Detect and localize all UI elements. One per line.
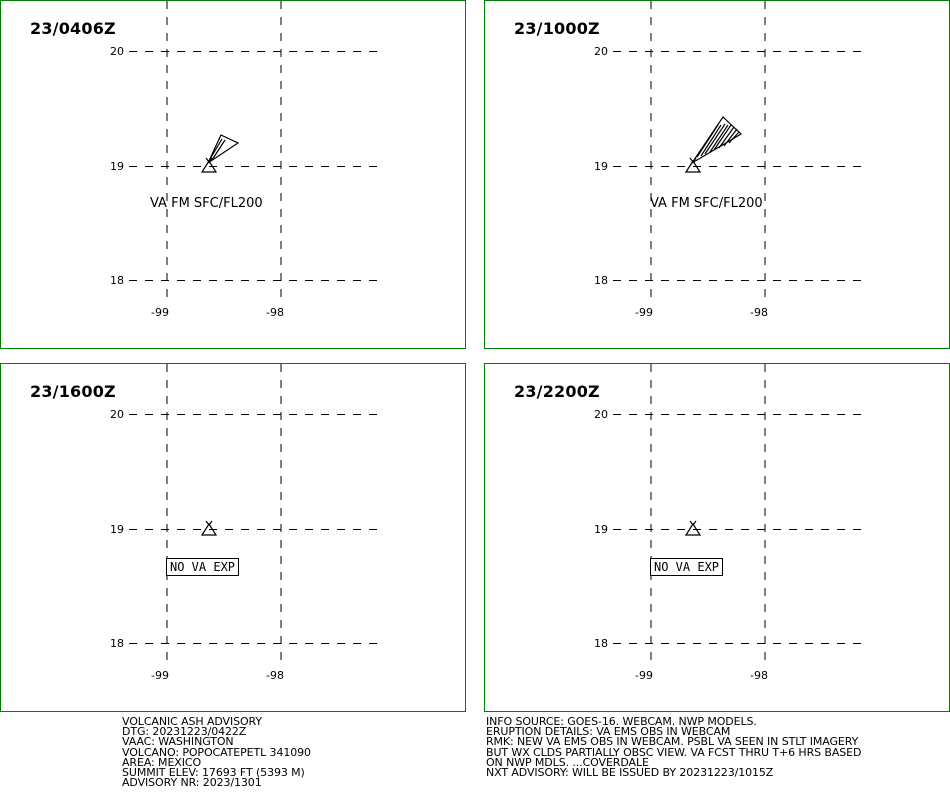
map-panel-1 bbox=[0, 0, 466, 349]
grid-lines bbox=[129, 1, 379, 301]
advisory-area: AREA: MEXICO bbox=[122, 755, 202, 769]
lon-label-99: -99 bbox=[151, 306, 169, 319]
lat-label-19: 19 bbox=[110, 523, 124, 536]
ash-cloud-large bbox=[692, 117, 741, 163]
grid-lines bbox=[613, 1, 863, 301]
lon-label-98: -98 bbox=[750, 669, 768, 682]
panel-time-label: 23/2200Z bbox=[514, 382, 600, 401]
volcano-icon bbox=[202, 158, 216, 172]
advisory-remark-line: BUT WX CLDS PARTIALLY OBSC VIEW. VA FCST THRU T+6 HRS BASED bbox=[486, 745, 862, 759]
lon-label-99: -99 bbox=[635, 669, 653, 682]
advisory-title: VOLCANIC ASH ADVISORY bbox=[122, 715, 263, 728]
va-level-label: VA FM SFC/FL200 bbox=[650, 196, 763, 211]
advisory-details-block bbox=[486, 717, 861, 778]
ash-cloud-small bbox=[208, 135, 238, 163]
lat-label-19: 19 bbox=[110, 160, 124, 173]
panel-time-label: 23/1600Z bbox=[30, 382, 116, 401]
no-va-expected-box: NO VA EXP bbox=[650, 558, 723, 576]
panel-time-label: 23/0406Z bbox=[30, 19, 116, 38]
advisory-next: NXT ADVISORY: WILL BE ISSUED BY 20231223/1015Z bbox=[486, 765, 774, 779]
advisory-eruption-details: ERUPTION DETAILS: VA EMS OBS IN WEBCAM bbox=[486, 725, 731, 739]
panel-time-label: 23/1000Z bbox=[514, 19, 600, 38]
map-grid-svg bbox=[1, 364, 467, 713]
grid-lines bbox=[129, 364, 379, 664]
map-panel-3 bbox=[0, 363, 466, 712]
advisory-vaac: VAAC: WASHINGTON bbox=[122, 735, 234, 749]
lat-label-20: 20 bbox=[594, 45, 608, 58]
map-grid-svg bbox=[485, 364, 950, 713]
advisory-header-block bbox=[122, 717, 311, 788]
advisory-volcano: VOLCANO: POPOCATEPETL 341090 bbox=[122, 745, 311, 759]
lat-label-19: 19 bbox=[594, 523, 608, 536]
volcano-icon bbox=[202, 521, 216, 535]
lat-label-18: 18 bbox=[110, 637, 124, 650]
advisory-summit-elev: SUMMIT ELEV: 17693 FT (5393 M) bbox=[122, 765, 305, 779]
advisory-remark-line: ON NWP MDLS. ...COVERDALE bbox=[486, 755, 649, 769]
advisory-info-source: INFO SOURCE: GOES-16. WEBCAM. NWP MODELS. bbox=[486, 715, 757, 728]
no-va-expected-box: NO VA EXP bbox=[166, 558, 239, 576]
map-panel-4 bbox=[484, 363, 950, 712]
lon-label-98: -98 bbox=[266, 306, 284, 319]
lat-label-20: 20 bbox=[594, 408, 608, 421]
map-panel-2 bbox=[484, 0, 950, 349]
va-level-label: VA FM SFC/FL200 bbox=[150, 196, 263, 211]
advisory-number: ADVISORY NR: 2023/1301 bbox=[122, 776, 262, 790]
map-grid-svg bbox=[485, 1, 950, 350]
map-grid-svg bbox=[1, 1, 467, 350]
lon-label-98: -98 bbox=[750, 306, 768, 319]
lat-label-19: 19 bbox=[594, 160, 608, 173]
grid-lines bbox=[613, 364, 863, 664]
lat-label-20: 20 bbox=[110, 45, 124, 58]
lat-label-18: 18 bbox=[110, 274, 124, 287]
volcano-icon bbox=[686, 521, 700, 535]
advisory-dtg: DTG: 20231223/0422Z bbox=[122, 725, 247, 739]
lat-label-18: 18 bbox=[594, 637, 608, 650]
lat-label-18: 18 bbox=[594, 274, 608, 287]
advisory-remark-line: RMK: NEW VA EMS OBS IN WEBCAM. PSBL VA SEEN IN STLT IMAGERY bbox=[486, 735, 859, 749]
lon-label-99: -99 bbox=[635, 306, 653, 319]
lon-label-99: -99 bbox=[151, 669, 169, 682]
lat-label-20: 20 bbox=[110, 408, 124, 421]
lon-label-98: -98 bbox=[266, 669, 284, 682]
